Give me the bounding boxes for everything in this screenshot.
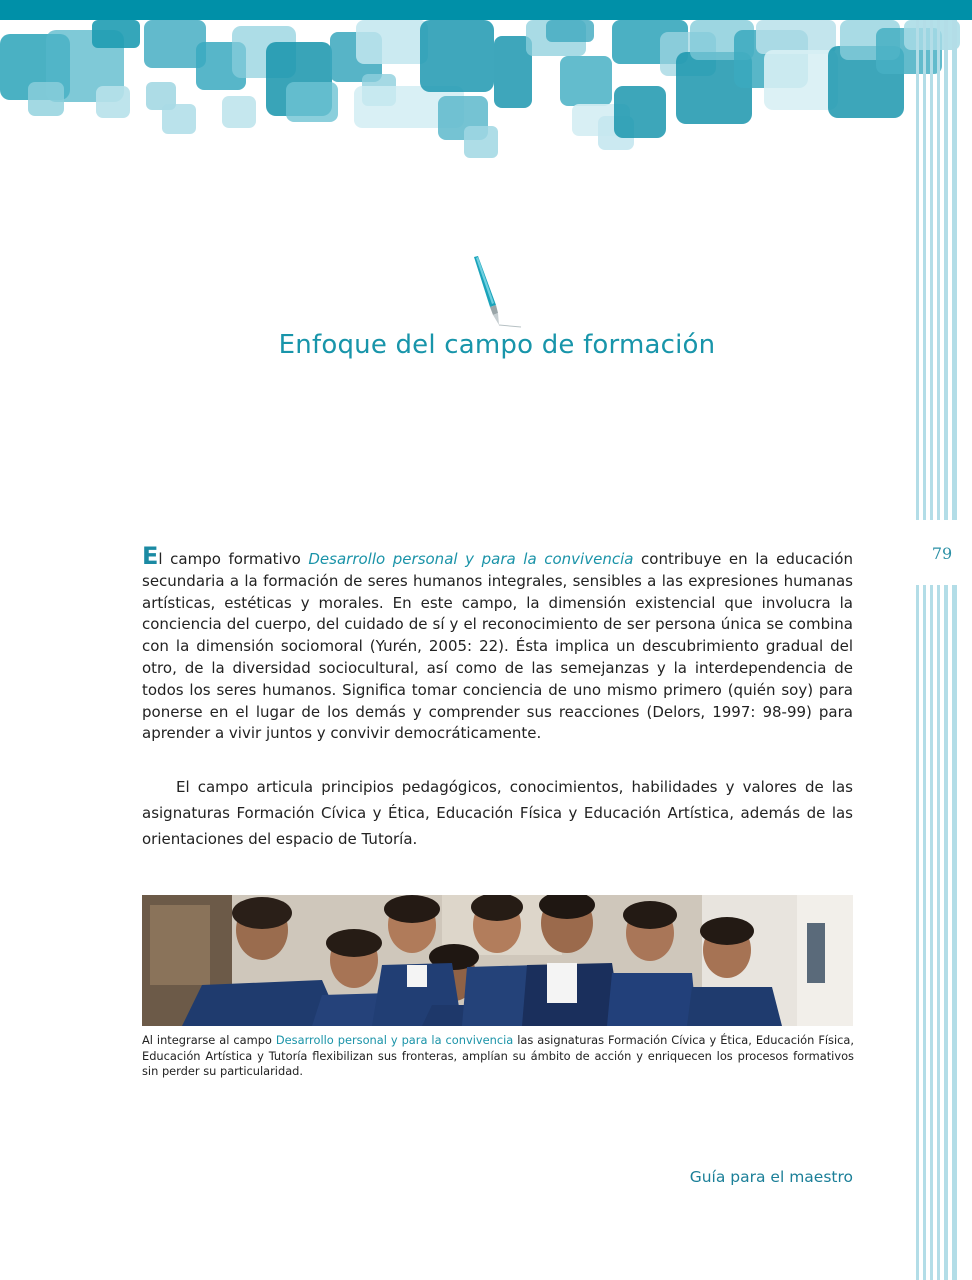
photo-caption <box>142 1033 854 1080</box>
intro-lead-text: l campo formativo <box>158 550 309 568</box>
intro-paragraph <box>142 542 853 745</box>
intro-body-text: contribuye en la educación secundaria a la formación de seres humanos integrales, sensibles a las expresiones humanas artísticas, estéticas y morales. En este campo, la dimensión existencial que involucra la conciencia del cuerpo, del cuidado de sí y el reconocimiento de ser persona única se combina con la dimensión sociomoral (Yurén, 2005: 22). Ésta implica un descubrimiento gradual del otro, de la diversidad sociocultural, así como de las semejanzas y la interdependencia de todos los seres humanos. Significa tomar conciencia de uno mismo primero (quién soy) para ponerse en el lugar de los demás y comprender sus reacciones (Delors, 1997: 98-99) para aprender a vivir juntos y convivir democráticamente. <box>142 550 853 743</box>
caption-lead-text: Al integrarse al campo <box>142 1033 276 1047</box>
page-number: 79 <box>931 544 953 563</box>
caption-body-text: las asignaturas Formación Cívica y Ética, Educación Física, Educación Artística y Tutoría flexibilizan sus fronteras, amplían su ámbito de acción y enriquecen los procesos formativos sin perder su particularidad. <box>142 1033 854 1078</box>
page-title: Enfoque del campo de formación <box>278 330 716 360</box>
second-paragraph: El campo articula principios pedagógicos, conocimientos, habilidades y valores de las asignaturas Formación Cívica y Ética, Educación Física y Educación Artística, además de las orientaciones del espacio de Tutoría. <box>142 778 853 848</box>
decorative-squares-banner <box>0 20 960 170</box>
pen-nib-icon <box>468 255 528 333</box>
students-group-photo <box>142 895 853 1026</box>
drop-cap: E <box>142 542 159 570</box>
footer-title: Guía para el maestro <box>689 1168 853 1186</box>
top-color-bar <box>0 0 972 20</box>
caption-highlight: Desarrollo personal y para la convivencia <box>275 1033 514 1047</box>
vertical-stripes-decoration <box>912 0 972 1280</box>
field-name-highlight: Desarrollo personal y para la convivencia <box>308 550 634 568</box>
